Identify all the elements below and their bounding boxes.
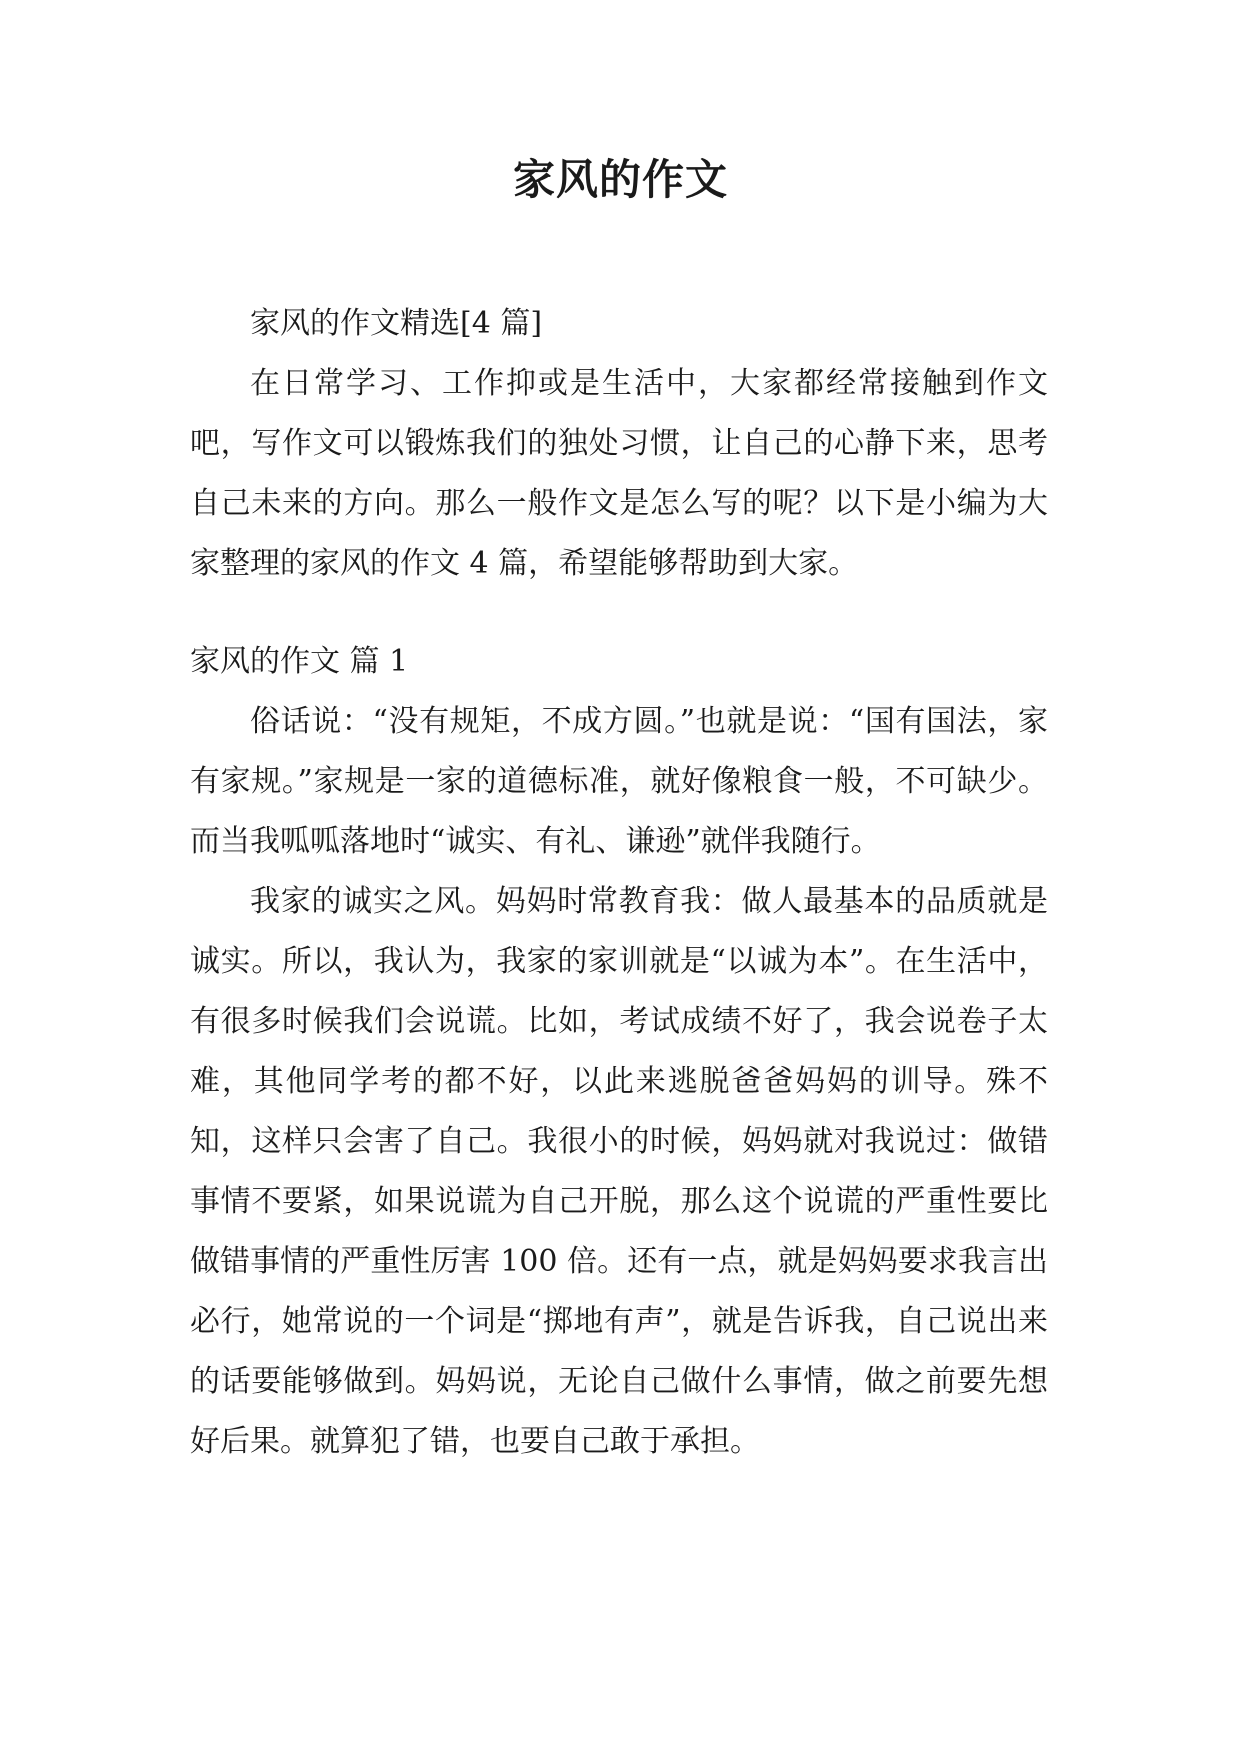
section-paragraph: 俗话说：“没有规矩，不成方圆。”也就是说：“国有国法，家有家规。”家规是一家的道德标准，就好像粮食一般，不可缺少。而当我呱呱落地时“诚实、有礼、谦逊”就伴我随行。 — [190, 704, 1048, 859]
intro-subtitle: 家风的作文精选[4 篇] — [250, 306, 543, 341]
section-paragraph: 我家的诚实之风。妈妈时常教育我：做人最基本的品质就是诚实。所以，我认为，我家的家训就是“以诚为本”。在生活中，有很多时候我们会说谎。比如，考试成绩不好了，我会说卷子太难，其他同学考的都不好，以此来逃脱爸爸妈妈的训导。殊不知，这样只会害了自己。我很小的时候，妈妈就对我说过：做错事情不要紧，如果说谎为自己开脱，那么这个说谎的严重性要比做错事情的严重性厉害 100 倍。还有一点，就是妈妈要求我言出必行，她常说的一个词是“掷地有声”，就是告诉我，自己说出来的话要能够做到。妈妈说，无论自己做什么事情，做之前要先想好后果。就算犯了错，也要自己敢于承担。 — [190, 884, 1048, 1459]
section-heading: 家风的作文 篇 1 — [190, 644, 409, 679]
document-body — [190, 294, 1048, 1472]
intro-paragraph: 在日常学习、工作抑或是生活中，大家都经常接触到作文吧，写作文可以锻炼我们的独处习惯，让自己的心静下来，思考自己未来的方向。那么一般作文是怎么写的呢？以下是小编为大家整理的家风的作文 4 篇，希望能够帮助到大家。 — [190, 366, 1048, 581]
document-title: 家风的作文 — [512, 155, 728, 204]
